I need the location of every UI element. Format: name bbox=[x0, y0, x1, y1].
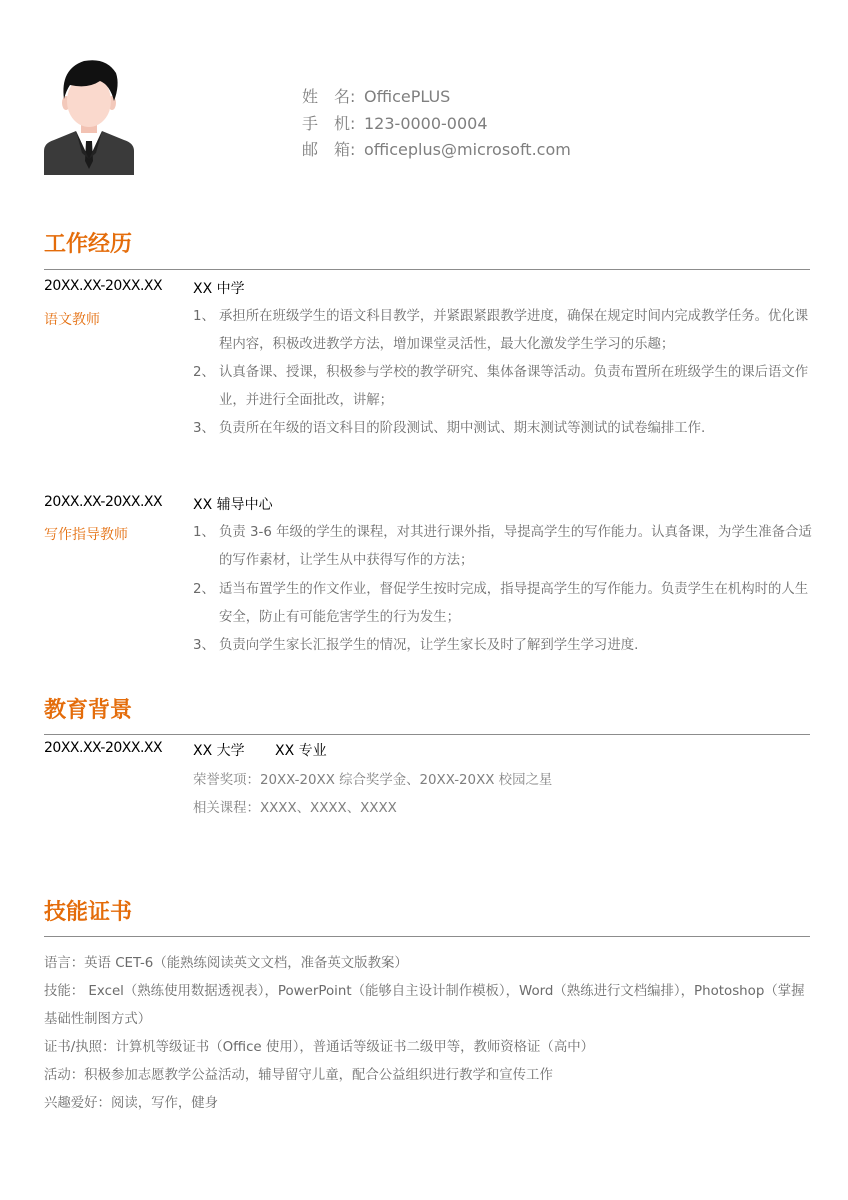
education-school: XX 大学 bbox=[193, 743, 245, 759]
name-value: OfficePLUS bbox=[364, 87, 451, 106]
job-1-item-2-text: 认真备课、授课，积极参与学校的教学研究、集体备课等活动。负责布置所在班级学生的课后语文作业，并进行全面批改，讲解； bbox=[219, 365, 809, 408]
contact-name-row bbox=[302, 86, 571, 113]
job-2-org: XX 辅导中心 bbox=[193, 497, 273, 513]
education-section-title: 教育背景 bbox=[44, 698, 133, 723]
education-major: XX 专业 bbox=[275, 743, 327, 759]
job-2-item-3-text: 负责向学生家长汇报学生的情况，让学生家长及时了解到学生学习进度. bbox=[219, 638, 639, 653]
job-1-date: 20XX.XX-20XX.XX bbox=[44, 278, 163, 294]
job-2-item-1-text: 负责 3-6 年级的学生的课程，对其进行课外指，导提高学生的写作能力。认真备课，为学生准备合适的写作素材，让学生从中获得写作的方法； bbox=[219, 525, 812, 568]
education-date: 20XX.XX-20XX.XX bbox=[44, 740, 163, 756]
email-value: officeplus@microsoft.com bbox=[364, 140, 571, 160]
job-1-item-2-num: 2、 bbox=[193, 365, 215, 380]
skills-hobbies: 兴趣爱好：阅读，写作，健身 bbox=[44, 1096, 219, 1111]
job-2-item-1-num: 1、 bbox=[193, 525, 215, 540]
job-2-item-2 bbox=[193, 576, 813, 632]
job-2-item-3 bbox=[193, 632, 813, 660]
skills-activities: 活动：积极参加志愿教学公益活动，辅导留守儿童，配合公益组织进行教学和宣传工作 bbox=[44, 1068, 553, 1083]
job-2-role: 写作指导教师 bbox=[44, 527, 128, 543]
job-1-role: 语文教师 bbox=[44, 312, 100, 328]
education-divider bbox=[44, 734, 810, 735]
education-courses: 相关课程：XXXX、XXXX、XXXX bbox=[193, 801, 397, 816]
avatar bbox=[44, 55, 134, 175]
job-1-item-1 bbox=[193, 303, 813, 359]
job-1-item-1-num: 1、 bbox=[193, 309, 215, 324]
job-1-item-3-text: 负责所在年级的语文科目的阶段测试、期中测试、期末测试等测试的试卷编排工作. bbox=[219, 421, 706, 436]
job-2-date: 20XX.XX-20XX.XX bbox=[44, 494, 163, 510]
contact-info bbox=[302, 86, 571, 166]
contact-email-row bbox=[302, 139, 571, 166]
education-honors: 荣誉奖项：20XX-20XX 综合奖学金、20XX-20XX 校园之星 bbox=[193, 773, 553, 788]
job-2-item-2-num: 2、 bbox=[193, 582, 215, 597]
job-1-org: XX 中学 bbox=[193, 281, 245, 297]
skills-section-title: 技能证书 bbox=[44, 900, 133, 925]
job-2-item-3-num: 3、 bbox=[193, 638, 215, 653]
skills-list bbox=[44, 950, 816, 1118]
job-2-item-1 bbox=[193, 519, 813, 575]
phone-value: 123-0000-0004 bbox=[364, 113, 488, 133]
job-1-item-1-text: 承担所在班级学生的语文科目教学，并紧跟紧跟教学进度，确保在规定时间内完成教学任务。优化课程内容，积极改进教学方法，增加课堂灵活性，最大化激发学生学习的乐趣； bbox=[219, 309, 809, 352]
skills-tools: 技能： Excel（熟练使用数据透视表），PowerPoint（能够自主设计制作模板），Word（熟练进行文档编排），Photoshop（掌握基础性制图方式） bbox=[44, 984, 805, 1027]
job-1-item-2 bbox=[193, 359, 813, 415]
job-1-item-3-num: 3、 bbox=[193, 421, 215, 436]
skills-language: 语言：英语 CET-6（能熟练阅读英文文档，准备英文版教案） bbox=[44, 956, 408, 971]
work-divider bbox=[44, 269, 810, 270]
contact-phone-row bbox=[302, 113, 571, 140]
email-label: 邮 箱: bbox=[302, 140, 356, 160]
job-2-item-2-text: 适当布置学生的作文作业，督促学生按时完成，指导提高学生的写作能力。负责学生在机构时的人生安全，防止有可能危害学生的行为发生； bbox=[219, 582, 809, 625]
job-1-item-3 bbox=[193, 415, 813, 443]
name-label: 姓 名: bbox=[302, 87, 356, 106]
phone-label: 手 机: bbox=[302, 113, 356, 133]
skills-divider bbox=[44, 936, 810, 937]
skills-certificates: 证书/执照：计算机等级证书（Office 使用），普通话等级证书二级甲等，教师资格证（高中） bbox=[44, 1040, 594, 1055]
work-section-title: 工作经历 bbox=[44, 232, 133, 257]
